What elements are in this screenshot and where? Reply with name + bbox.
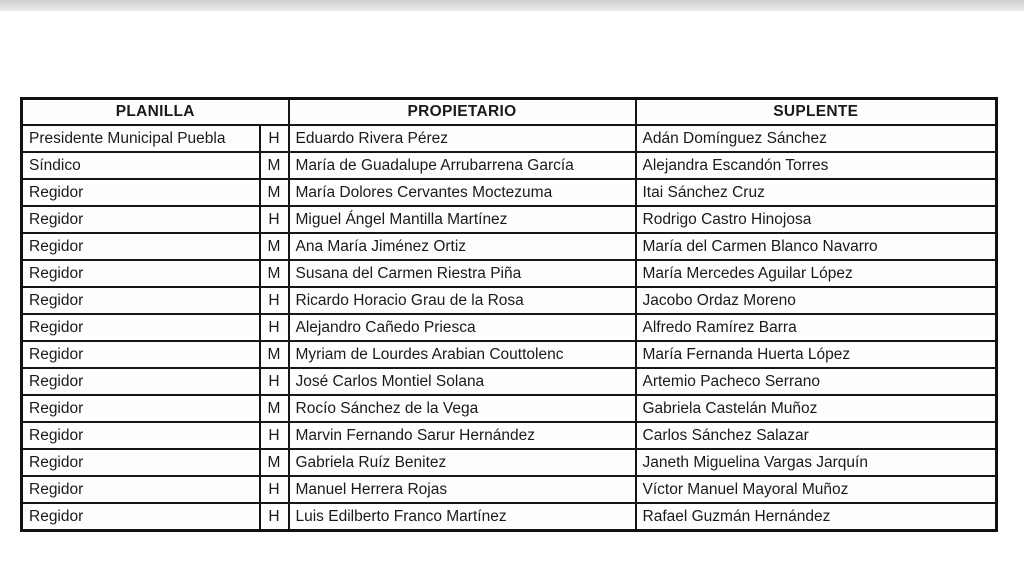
gender-cell: M — [260, 152, 289, 179]
table-row — [22, 476, 997, 503]
propietario-cell: Myriam de Lourdes Arabian Couttolenc — [289, 341, 636, 368]
cargo-cell: Regidor — [22, 233, 260, 260]
planilla-table — [20, 97, 998, 532]
table-row — [22, 152, 997, 179]
table-row — [22, 368, 997, 395]
cargo-cell: Regidor — [22, 206, 260, 233]
table-row — [22, 233, 997, 260]
cargo-cell: Regidor — [22, 287, 260, 314]
propietario-cell: María Dolores Cervantes Moctezuma — [289, 179, 636, 206]
table-body — [22, 125, 997, 531]
header-propietario: PROPIETARIO — [289, 99, 636, 126]
suplente-cell: Víctor Manuel Mayoral Muñoz — [636, 476, 997, 503]
suplente-cell: Itai Sánchez Cruz — [636, 179, 997, 206]
propietario-cell: Miguel Ángel Mantilla Martínez — [289, 206, 636, 233]
suplente-cell: Artemio Pacheco Serrano — [636, 368, 997, 395]
gender-cell: H — [260, 287, 289, 314]
propietario-cell: Luis Edilberto Franco Martínez — [289, 503, 636, 531]
cargo-cell: Síndico — [22, 152, 260, 179]
table-row — [22, 341, 997, 368]
propietario-cell: Ana María Jiménez Ortiz — [289, 233, 636, 260]
gender-cell: H — [260, 422, 289, 449]
table-row — [22, 449, 997, 476]
gender-cell: M — [260, 179, 289, 206]
suplente-cell: María del Carmen Blanco Navarro — [636, 233, 997, 260]
gender-cell: M — [260, 395, 289, 422]
cargo-cell: Regidor — [22, 368, 260, 395]
table-header — [22, 99, 997, 126]
scan-top-bar — [0, 0, 1024, 11]
suplente-cell: Carlos Sánchez Salazar — [636, 422, 997, 449]
gender-cell: H — [260, 206, 289, 233]
cargo-cell: Regidor — [22, 422, 260, 449]
cargo-cell: Presidente Municipal Puebla — [22, 125, 260, 152]
table-row — [22, 314, 997, 341]
gender-cell: H — [260, 314, 289, 341]
cargo-cell: Regidor — [22, 476, 260, 503]
propietario-cell: Rocío Sánchez de la Vega — [289, 395, 636, 422]
propietario-cell: Ricardo Horacio Grau de la Rosa — [289, 287, 636, 314]
header-row — [22, 99, 997, 126]
header-planilla: PLANILLA — [22, 99, 289, 126]
gender-cell: H — [260, 503, 289, 531]
propietario-cell: Eduardo Rivera Pérez — [289, 125, 636, 152]
suplente-cell: Alfredo Ramírez Barra — [636, 314, 997, 341]
gender-cell: H — [260, 476, 289, 503]
gender-cell: H — [260, 125, 289, 152]
table-row — [22, 503, 997, 531]
suplente-cell: María Fernanda Huerta López — [636, 341, 997, 368]
cargo-cell: Regidor — [22, 503, 260, 531]
suplente-cell: Gabriela Castelán Muñoz — [636, 395, 997, 422]
table-row — [22, 422, 997, 449]
table-row — [22, 206, 997, 233]
table-row — [22, 125, 997, 152]
table-row — [22, 395, 997, 422]
cargo-cell: Regidor — [22, 260, 260, 287]
propietario-cell: María de Guadalupe Arrubarrena García — [289, 152, 636, 179]
gender-cell: M — [260, 233, 289, 260]
gender-cell: H — [260, 368, 289, 395]
cargo-cell: Regidor — [22, 449, 260, 476]
gender-cell: M — [260, 449, 289, 476]
suplente-cell: Adán Domínguez Sánchez — [636, 125, 997, 152]
propietario-cell: Alejandro Cañedo Priesca — [289, 314, 636, 341]
suplente-cell: Janeth Miguelina Vargas Jarquín — [636, 449, 997, 476]
cargo-cell: Regidor — [22, 179, 260, 206]
header-suplente: SUPLENTE — [636, 99, 997, 126]
propietario-cell: José Carlos Montiel Solana — [289, 368, 636, 395]
propietario-cell: Gabriela Ruíz Benitez — [289, 449, 636, 476]
cargo-cell: Regidor — [22, 395, 260, 422]
table-row — [22, 287, 997, 314]
propietario-cell: Susana del Carmen Riestra Piña — [289, 260, 636, 287]
suplente-cell: María Mercedes Aguilar López — [636, 260, 997, 287]
suplente-cell: Rodrigo Castro Hinojosa — [636, 206, 997, 233]
gender-cell: M — [260, 260, 289, 287]
propietario-cell: Marvin Fernando Sarur Hernández — [289, 422, 636, 449]
cargo-cell: Regidor — [22, 341, 260, 368]
propietario-cell: Manuel Herrera Rojas — [289, 476, 636, 503]
suplente-cell: Alejandra Escandón Torres — [636, 152, 997, 179]
cargo-cell: Regidor — [22, 314, 260, 341]
gender-cell: M — [260, 341, 289, 368]
table-row — [22, 260, 997, 287]
suplente-cell: Jacobo Ordaz Moreno — [636, 287, 997, 314]
suplente-cell: Rafael Guzmán Hernández — [636, 503, 997, 531]
table-row — [22, 179, 997, 206]
